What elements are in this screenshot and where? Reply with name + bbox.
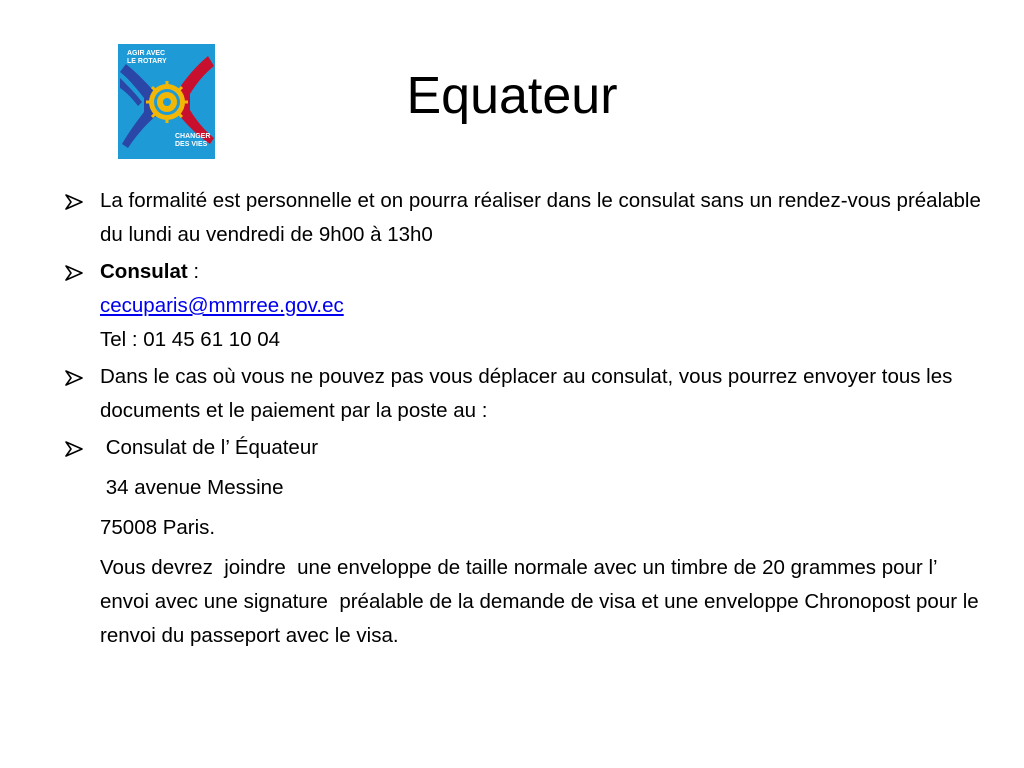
bullet-item-formalite: [62, 184, 982, 252]
svg-text:DES VIES: DES VIES: [175, 141, 208, 148]
bullet-item-adresse: [62, 431, 982, 465]
arrow-bullet-icon: [64, 264, 84, 282]
consulat-label-suffix: :: [187, 260, 200, 283]
bullet-item-poste: [62, 360, 982, 428]
bullet-text: La formalité est personnelle et on pourra réaliser dans le consulat sans un rendez-vous préalable du lundi au vendredi de 9h00 à 13h0: [100, 189, 981, 246]
address-city: 75008 Paris.: [100, 516, 216, 539]
bullet-item-consulat: [62, 255, 982, 357]
arrow-bullet-icon: [64, 369, 84, 387]
address-street: 34 avenue Messine: [100, 476, 284, 499]
page-title: Equateur: [406, 67, 618, 125]
envelope-note: Vous devrez joindre une enveloppe de taille normale avec un timbre de 20 grammes pour l’ envoi avec une signature préalable de la demande de visa et une enveloppe Chronopost pour le renvoi du passeport avec le visa.: [100, 556, 985, 647]
arrow-bullet-icon: [64, 193, 84, 211]
bullet-text: Dans le cas où vous ne pouvez pas vous déplacer au consulat, vous pourrez envoyer tous les documents et le paiement par la poste au :: [100, 365, 953, 422]
consulat-address-heading: Consulat de l’ Équateur: [100, 436, 319, 459]
address-block: [62, 471, 985, 653]
consulat-email-link[interactable]: cecuparis@mmrree.gov.ec: [100, 294, 344, 317]
consulat-label: Consulat: [100, 260, 188, 283]
svg-text:LE ROTARY: LE ROTARY: [127, 58, 167, 65]
svg-text:CHANGER: CHANGER: [175, 133, 211, 140]
content-body: [62, 184, 985, 659]
consulat-phone: Tel : 01 45 61 10 04: [100, 328, 281, 351]
consulat-heading: [100, 255, 982, 289]
arrow-bullet-icon: [64, 440, 84, 458]
svg-text:AGIR AVEC: AGIR AVEC: [127, 50, 166, 57]
